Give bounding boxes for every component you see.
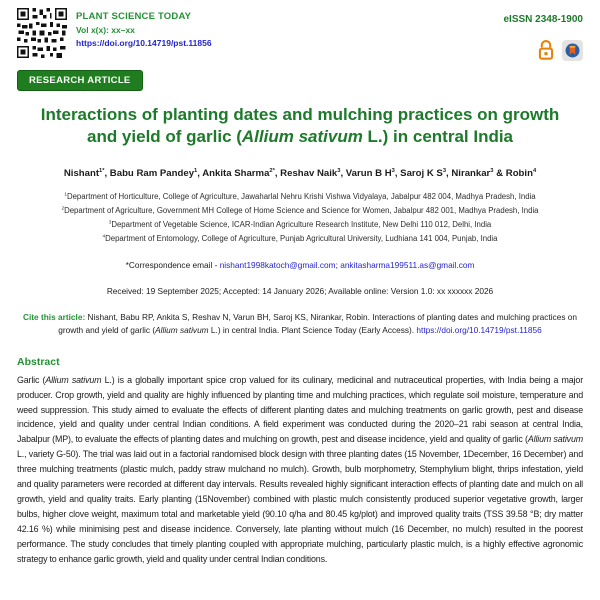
text-segment: Department of Horticulture, College of Agriculture, Jawaharlal Nehru Krishi Vishwa Vidyalaya, Jabalpur 482 004, Madhya Pradesh, India xyxy=(66,191,536,201)
article-type-badge: RESEARCH ARTICLE xyxy=(17,70,143,91)
text-segment: *Correspondence email - xyxy=(125,260,220,270)
text-segment: 1 xyxy=(194,167,198,174)
text-segment: Cite this article: xyxy=(22,312,88,322)
text-segment: , Nirankar xyxy=(446,167,491,179)
correspondence-line xyxy=(17,260,583,270)
crossmark-icon[interactable] xyxy=(562,40,583,61)
text-segment: L.) in central India xyxy=(362,127,514,147)
email-link[interactable]: nishant1998katoch@gmail.com xyxy=(219,260,336,270)
text-segment: , Babu Ram Pandey xyxy=(104,167,195,179)
text-segment: Garlic ( xyxy=(17,374,46,385)
text-segment: 4 xyxy=(102,233,106,239)
text-segment: Allium sativum xyxy=(241,127,363,147)
authors-line xyxy=(17,168,583,179)
text-segment: 3 xyxy=(490,167,494,174)
volume-info: Vol x(x): xx–xx xyxy=(76,25,135,35)
journal-name: PLANT SCIENCE TODAY xyxy=(76,11,192,22)
text-segment: , Reshav Naik xyxy=(274,167,338,179)
affiliation-line xyxy=(17,190,583,204)
text-segment: Department of Entomology, College of Agriculture, Punjab Agricultural University, Ludhiana 141 004, Punjab, India xyxy=(105,233,498,243)
text-segment: 4 xyxy=(532,167,537,174)
journal-meta xyxy=(76,8,212,48)
abstract-text xyxy=(17,373,583,567)
text-segment: L., variety G-50). The trial was laid out in a factorial randomised block design with three planting dates (15 November, 1December, 16 December) and three mulching treatments (plastic mulch, paddy straw mulchand no mulch). Growth, bulb morphometry, Stemphylium blight, thrips infestation, yield and quality parameters were recorded at different day intervals. Results revealed highly significant interaction effects of planting date and mulch on all growth, yield and quality traits. Early planting (15November) combined with plastic mulch consistently produced superior vegetative growth, larger bulbs, higher clove weight, maximum total and marketable yield (90.10 q/ha and 80.45 kg/plot) and improved quality traits (TSS 39.58 °B; dry matter 42.16 %) while minimising pest and disease incidence. Conversely, late planting without mulch (16 December, no mulch) resulted in the poorest performance. The study concludes that timely planting coupled with appropriate mulching, particularly plastic mulch, is a highly effective agronomic strategy to enhance garlic growth, yield and quality under central Indian conditions. xyxy=(17,449,583,564)
abstract-heading: Abstract xyxy=(17,355,60,368)
affiliations xyxy=(17,190,583,246)
qr-code-icon xyxy=(17,8,67,58)
affiliation-line xyxy=(17,218,583,232)
dates-line: Received: 19 September 2025; Accepted: 14 January 2026; Available online: Version 1.0: xx xxxxxx 2026 xyxy=(106,286,494,296)
header-right xyxy=(503,8,583,61)
text-segment: , Varun B H xyxy=(340,167,392,179)
cite-this-article xyxy=(19,311,581,337)
text-segment: Allium sativum xyxy=(527,434,583,445)
page-header xyxy=(17,8,583,61)
text-segment: Department of Vegetable Science, ICAR-Indian Agriculture Research Institute, New Delhi 110 012, Delhi, India xyxy=(111,219,492,229)
text-segment: Interactions of planting dates and mulching practices on growth and yield of garlic ( xyxy=(40,105,560,147)
text-segment: 1 xyxy=(64,191,67,197)
open-access-lock-icon xyxy=(538,39,554,61)
article-title xyxy=(28,104,573,149)
cite-doi-link[interactable]: https://doi.org/10.14719/pst.11856 xyxy=(416,324,542,335)
text-segment: Department of Agriculture, Government MH College of Home Science and Science for Women, Jabalpur 482 001, Madhya Pradesh, India xyxy=(64,205,539,215)
text-segment: & Robin xyxy=(493,167,533,179)
eissn-label: eISSN 2348-1900 xyxy=(503,14,583,25)
text-segment: Allium sativum xyxy=(155,324,209,335)
text-segment: , Ankita Sharma xyxy=(197,167,270,179)
doi-link[interactable]: https://doi.org/10.14719/pst.11856 xyxy=(76,38,212,48)
affiliation-line xyxy=(17,204,583,218)
text-segment: 2* xyxy=(269,167,275,174)
text-segment: , Saroj K S xyxy=(394,167,443,179)
text-segment: 3 xyxy=(391,167,395,174)
text-segment: 2 xyxy=(61,205,65,211)
text-segment: ; xyxy=(335,260,341,270)
text-segment: L.) is a globally important spice crop valued for its culinary, medicinal and nutraceutical properties, with India being a major producer. Crop growth, yield and quality are highly influenced by planting time and mulching practices, which regulate soil moisture, temperature and weed suppression. This study aimed to evaluate the effects of different planting dates and mulching treatments on garlic growth, pest and disease incidence, yield and quality under central Indian conditions. A field experiment was conducted during the 2020–21 rabi season at central India, Jabalpur (MP), to evaluate the effects of planting dates and mulching on growth, pest and disease incidence, yield and quality of garlic ( xyxy=(17,374,583,445)
email-link[interactable]: ankitasharma199511.as@gmail.com xyxy=(340,260,475,270)
affiliation-line xyxy=(17,232,583,246)
journal-identity xyxy=(17,8,212,58)
text-segment: L.) in central India. Plant Science Today (Early Access). xyxy=(208,324,417,335)
text-segment: Nishant, Babu RP, Ankita S, Reshav N, Varun BH, Saroj KS, Nirankar, Robin. Interactions of planting dates and mulching practices on growth and yield of garlic ( xyxy=(58,312,578,335)
text-segment: 3 xyxy=(442,167,447,174)
header-icons xyxy=(538,39,583,61)
text-segment: 3 xyxy=(108,219,112,225)
text-segment: Allium sativum xyxy=(45,374,102,385)
text-segment: 1* xyxy=(99,167,105,174)
text-segment: Nishant xyxy=(63,167,100,179)
text-segment: 3 xyxy=(337,167,341,174)
